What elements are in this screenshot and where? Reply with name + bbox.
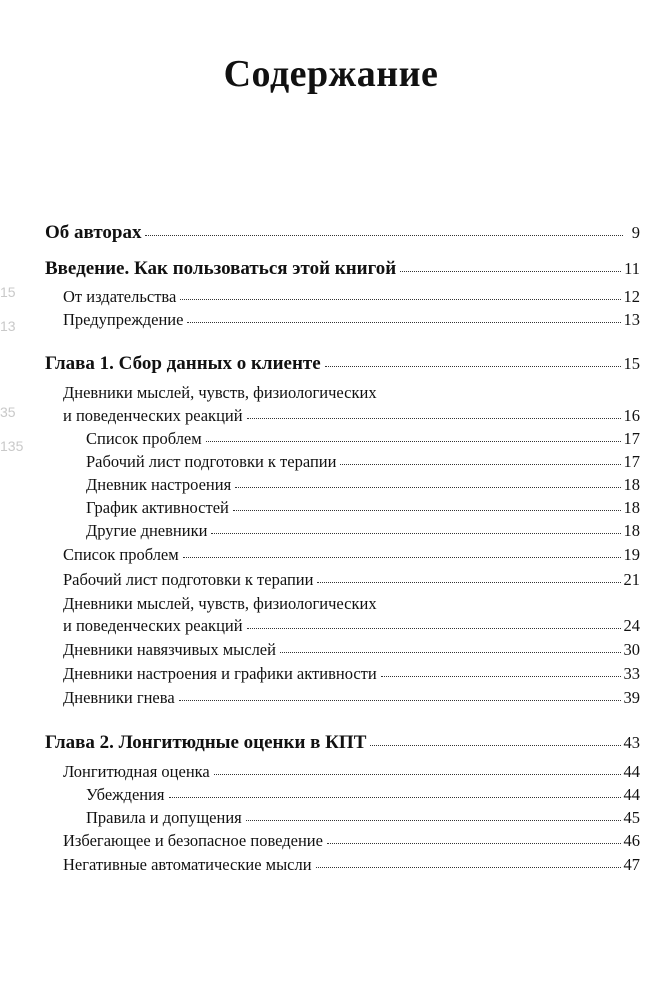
dot-leader: [214, 774, 621, 775]
dot-leader: [246, 820, 621, 821]
bleed-through-text: 135: [0, 438, 24, 454]
toc-page-number: 17: [623, 452, 640, 471]
toc-entry-label: и поведенческих реакций: [63, 616, 243, 635]
toc-page-number: 18: [623, 521, 640, 540]
toc-entry[interactable]: [63, 570, 640, 590]
toc-page-number: 18: [623, 475, 640, 494]
toc-entry-label: Об авторах: [45, 222, 142, 243]
toc-entry-label-line1: Дневники мыслей, чувств, физиологических: [63, 383, 377, 402]
toc-entry-label: Убеждения: [86, 785, 165, 804]
toc-entry[interactable]: [63, 855, 640, 875]
dot-leader: [340, 464, 620, 465]
dot-leader: [233, 510, 621, 511]
page-title: Содержание: [223, 53, 439, 95]
toc-entry-label: График активностей: [86, 498, 229, 517]
toc-entry-label: Правила и допущения: [86, 808, 242, 827]
toc-page-number: 11: [624, 259, 640, 278]
toc-page-number: 17: [623, 429, 640, 448]
dot-leader: [169, 797, 621, 798]
toc-entry[interactable]: [86, 452, 640, 472]
toc-entry[interactable]: [63, 688, 640, 708]
toc-page-number: 39: [623, 688, 640, 707]
toc-entry[interactable]: [63, 664, 640, 684]
toc-entry-label: Список проблем: [86, 429, 202, 448]
toc-entry-label: Рабочий лист подготовки к терапии: [86, 452, 337, 471]
toc-entry-label: Другие дневники: [86, 521, 208, 540]
toc-entry-label: Предупреждение: [63, 310, 184, 329]
toc-entry[interactable]: [86, 498, 640, 518]
toc-entry[interactable]: [63, 310, 640, 330]
toc-entry[interactable]: [86, 475, 640, 495]
toc-entry[interactable]: [86, 808, 640, 828]
toc-entry-label: Глава 2. Лонгитюдные оценки в КПТ: [45, 732, 367, 753]
toc-page-number: 47: [623, 855, 640, 874]
toc-entry-label: Дневники настроения и графики активности: [63, 664, 377, 683]
toc-page-number: 44: [623, 785, 640, 804]
toc-entry-label: и поведенческих реакций: [63, 406, 243, 425]
dot-leader: [370, 745, 620, 746]
toc-entry[interactable]: [63, 406, 640, 426]
toc-entry-label: Негативные автоматические мысли: [63, 855, 312, 874]
toc-page-number: 13: [623, 310, 640, 329]
dot-leader: [145, 235, 623, 236]
toc-page-number: 16: [623, 406, 640, 425]
toc-entry-label: Дневники навязчивых мыслей: [63, 640, 276, 659]
dot-leader: [235, 487, 620, 488]
toc-page-number: 9: [631, 223, 640, 242]
toc-entry-label-line1: Дневники мыслей, чувств, физиологических: [63, 594, 377, 613]
dot-leader: [316, 867, 621, 868]
toc-page-number: 19: [623, 545, 640, 564]
dot-leader: [400, 271, 621, 272]
toc-entry[interactable]: [63, 640, 640, 660]
toc-entry[interactable]: [45, 222, 640, 244]
dot-leader: [211, 533, 620, 534]
toc-entry-label: Лонгитюдная оценка: [63, 762, 210, 781]
toc-entry[interactable]: [45, 732, 640, 754]
dot-leader: [327, 843, 621, 844]
dot-leader: [247, 418, 621, 419]
toc-page-number: 45: [623, 808, 640, 827]
toc-page-number: 21: [623, 570, 640, 589]
toc-page-number: 30: [623, 640, 640, 659]
toc-entry[interactable]: [63, 616, 640, 636]
toc-page-number: 33: [623, 664, 640, 683]
dot-leader: [180, 299, 620, 300]
toc-entry-label: Избегающее и безопасное поведение: [63, 831, 323, 850]
toc-page-number: 46: [623, 831, 640, 850]
toc-entry[interactable]: [45, 353, 640, 375]
toc-entry[interactable]: [45, 258, 640, 280]
toc-page-number: 12: [623, 287, 640, 306]
toc-entry[interactable]: [63, 762, 640, 782]
dot-leader: [187, 322, 620, 323]
toc-entry[interactable]: [86, 429, 640, 449]
dot-leader: [381, 676, 621, 677]
toc-entry[interactable]: [63, 831, 640, 851]
toc-page-number: 15: [623, 354, 640, 373]
toc-entry[interactable]: [86, 521, 640, 541]
toc-entry-label: Рабочий лист подготовки к терапии: [63, 570, 314, 589]
toc-entry[interactable]: [63, 545, 640, 565]
toc-entry-label: Введение. Как пользоваться этой книгой: [45, 258, 397, 279]
toc-entry-label: Дневники гнева: [63, 688, 175, 707]
dot-leader: [179, 700, 621, 701]
toc-entry-label: Список проблем: [63, 545, 179, 564]
toc-page-number: 18: [623, 498, 640, 517]
dot-leader: [280, 652, 621, 653]
toc-page-number: 43: [623, 733, 640, 752]
toc-entry[interactable]: [63, 287, 640, 307]
bleed-through-text: 35: [0, 404, 16, 420]
dot-leader: [183, 557, 621, 558]
dot-leader: [206, 441, 621, 442]
dot-leader: [317, 582, 620, 583]
bleed-through-text: 13: [0, 318, 16, 334]
toc-entry-label: От издательства: [63, 287, 177, 306]
dot-leader: [247, 628, 621, 629]
bleed-through-text: 15: [0, 284, 16, 300]
toc-entry[interactable]: [86, 785, 640, 805]
dot-leader: [325, 366, 621, 367]
toc-page-number: 24: [623, 616, 640, 635]
toc-page-number: 44: [623, 762, 640, 781]
toc-entry-label: Глава 1. Сбор данных о клиенте: [45, 353, 321, 374]
toc-entry-label: Дневник настроения: [86, 475, 232, 494]
